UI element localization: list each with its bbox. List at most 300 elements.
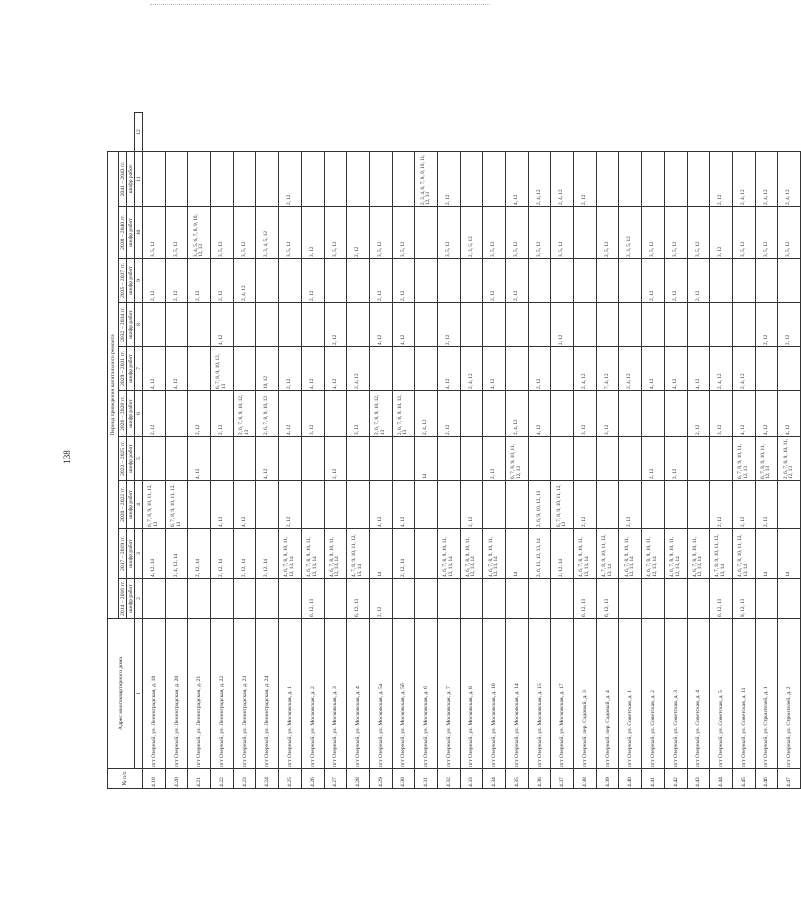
- work-code-cell: 4, 12: [732, 391, 755, 437]
- work-code-cell: 6, 12, 13: [347, 579, 370, 619]
- work-code-cell: 3, 5, 12: [165, 207, 188, 259]
- work-code-cell: [732, 259, 755, 303]
- work-code-cell: 2, 12: [301, 259, 324, 303]
- row-number: 4.25: [279, 769, 302, 789]
- work-code-cell: 14: [415, 437, 438, 481]
- table-row: [506, 113, 529, 789]
- work-code-cell: 2, 12: [392, 259, 415, 303]
- work-code-cell: 2, 12: [324, 303, 347, 347]
- work-code-cell: 3, 5, 12: [233, 207, 256, 259]
- row-number: 4.42: [664, 769, 687, 789]
- header-work-code-2: шифр работ: [127, 481, 135, 529]
- table-row: [528, 113, 551, 789]
- work-code-cell: 3, 5, 12: [369, 207, 392, 259]
- building-address: пгт Озерный, ул. Московская, д. 7: [437, 619, 460, 769]
- work-code-cell: 4, 12: [211, 303, 234, 347]
- work-code-cell: 3, 5, 12: [483, 207, 506, 259]
- work-code-cell: [460, 437, 483, 481]
- work-code-cell: 4, 6, 7, 8, 10, 11, 12, 13, 14: [732, 529, 755, 579]
- work-code-cell: 4, 12: [324, 347, 347, 391]
- work-code-cell: 4, 6, 7, 8, 9, 10, 11, 12, 13, 14: [574, 529, 597, 579]
- work-code-cell: [778, 481, 801, 529]
- work-code-cell: 2, 6, 7, 8, 9, 10, 12, 13: [369, 391, 392, 437]
- work-code-cell: [233, 303, 256, 347]
- work-code-cell: [778, 259, 801, 303]
- work-code-cell: 2, 12: [642, 259, 665, 303]
- work-code-cell: [506, 347, 529, 391]
- row-number: 4.34: [483, 769, 506, 789]
- work-code-cell: [369, 151, 392, 206]
- work-code-cell: 4, 12: [483, 347, 506, 391]
- work-code-cell: [415, 347, 438, 391]
- table-row: [301, 113, 324, 789]
- row-number: 4.35: [506, 769, 529, 789]
- row-number: 4.45: [732, 769, 755, 789]
- work-code-cell: [687, 481, 710, 529]
- work-code-cell: 2, 12: [710, 481, 733, 529]
- building-address: пгт Озерный, ул. Советская, д. 1: [619, 619, 642, 769]
- row-number: 4.47: [778, 769, 801, 789]
- work-code-cell: [301, 481, 324, 529]
- table-row: [710, 113, 733, 789]
- header-year-5: 2029 – 2031 гг.: [119, 347, 127, 391]
- header-work-code-5: шифр работ: [127, 347, 135, 391]
- work-code-cell: [369, 347, 392, 391]
- table-row: [188, 113, 211, 789]
- work-code-cell: [233, 151, 256, 206]
- work-code-cell: 2, 4, 12: [460, 347, 483, 391]
- header-work-code-0: шифр работ: [127, 579, 135, 619]
- building-address: пгт Озерный, ул. Московская, д. 17: [551, 619, 574, 769]
- table-row: [324, 113, 347, 789]
- work-code-cell: 3, 12: [301, 391, 324, 437]
- work-code-cell: [483, 303, 506, 347]
- work-code-cell: 6, 7, 8, 9, 10, 11, 12, 13: [732, 437, 755, 481]
- work-code-cell: [256, 259, 279, 303]
- work-code-cell: [415, 259, 438, 303]
- table-row: [369, 113, 392, 789]
- work-code-cell: 2, 12: [369, 579, 392, 619]
- work-code-cell: 2, 12: [574, 151, 597, 206]
- building-address: пгт Озерный, пер. Садовый, д. 4: [596, 619, 619, 769]
- work-code-cell: 4, 12, 14: [143, 529, 166, 579]
- work-code-cell: 2, 12: [437, 151, 460, 206]
- work-code-cell: 3, 5, 12: [392, 207, 415, 259]
- work-code-cell: 2, 4, 12: [574, 347, 597, 391]
- work-code-cell: 4, 12: [687, 347, 710, 391]
- work-code-cell: [256, 579, 279, 619]
- table-row: [143, 113, 166, 789]
- header-year-6: 2032 – 2034 гг.: [119, 303, 127, 347]
- work-code-cell: 3, 5, 12: [143, 207, 166, 259]
- work-code-cell: 4, 12: [664, 347, 687, 391]
- table-row: [642, 113, 665, 789]
- work-code-cell: 2, 6, 7, 8, 9, 10, 12, 13: [233, 391, 256, 437]
- header-work-code-6: шифр работ: [127, 303, 135, 347]
- work-code-cell: 2, 4, 12: [551, 151, 574, 206]
- work-code-cell: [279, 303, 302, 347]
- work-code-cell: [415, 303, 438, 347]
- table-row: [437, 113, 460, 789]
- header-column-number: 5: [135, 437, 143, 481]
- work-code-cell: [732, 303, 755, 347]
- work-code-cell: 3, 5, 12: [506, 207, 529, 259]
- building-address: пгт Озерный, ул. Советская, д. 11: [732, 619, 755, 769]
- work-code-cell: 4, 12: [437, 347, 460, 391]
- work-code-cell: 2, 6, 7, 8, 9, 10, 11, 12, 13: [778, 437, 801, 481]
- table-row: [664, 113, 687, 789]
- work-code-cell: 3, 5, 12: [279, 207, 302, 259]
- work-code-cell: [347, 481, 370, 529]
- work-code-cell: 2, 12: [369, 259, 392, 303]
- work-code-cell: 3, 12: [710, 207, 733, 259]
- work-code-cell: 3, 5, 12: [755, 207, 778, 259]
- work-code-cell: 2, 6, 9, 10, 12, 13: [528, 481, 551, 529]
- work-code-cell: 2, 12, 14: [551, 529, 574, 579]
- work-code-cell: 4, 6, 7, 8, 9, 10, 11, 12, 13, 14: [301, 529, 324, 579]
- work-code-cell: 3, 12: [710, 391, 733, 437]
- work-code-cell: 6, 7, 8, 9, 10, 11, 12, 13: [755, 437, 778, 481]
- table-row: [483, 113, 506, 789]
- work-code-cell: [664, 391, 687, 437]
- building-address: пгт Озерный, ул. Строителей, д. 1: [755, 619, 778, 769]
- work-code-cell: [301, 303, 324, 347]
- row-number: 4.43: [687, 769, 710, 789]
- row-number: 4.20: [165, 769, 188, 789]
- row-number: 4.41: [642, 769, 665, 789]
- work-code-cell: 2, 12: [211, 259, 234, 303]
- header-column-number: 3: [135, 529, 143, 579]
- capital-repair-table: [107, 112, 801, 789]
- building-address: пгт Озерный, ул. Московская, д. 5б: [392, 619, 415, 769]
- work-code-cell: 4, 12: [392, 303, 415, 347]
- work-code-cell: 7, 4, 12: [596, 347, 619, 391]
- header-period: Период проведения капитального ремонта: [108, 151, 119, 618]
- work-code-cell: 4, 12: [301, 347, 324, 391]
- table-row: [211, 113, 234, 789]
- work-code-cell: [642, 391, 665, 437]
- work-code-cell: 2, 12: [483, 437, 506, 481]
- work-code-cell: 3, 5, 12: [324, 207, 347, 259]
- row-number: 4.37: [551, 769, 574, 789]
- work-code-cell: [324, 151, 347, 206]
- work-code-cell: [256, 151, 279, 206]
- work-code-cell: [596, 481, 619, 529]
- row-number: 4.18: [143, 769, 166, 789]
- work-code-cell: [301, 437, 324, 481]
- row-number: 4.38: [574, 769, 597, 789]
- work-code-cell: [279, 437, 302, 481]
- work-code-cell: [324, 579, 347, 619]
- building-address: пгт Озерный, ул. Московская, д. 1: [279, 619, 302, 769]
- work-code-cell: [301, 151, 324, 206]
- work-code-cell: 2, 12: [732, 481, 755, 529]
- work-code-cell: [528, 437, 551, 481]
- work-code-cell: 2, 12: [165, 259, 188, 303]
- work-code-cell: [687, 303, 710, 347]
- header-column-number: 12: [135, 113, 143, 152]
- table-row: [392, 113, 415, 789]
- work-code-cell: [188, 579, 211, 619]
- work-code-cell: 2, 12: [460, 481, 483, 529]
- work-code-cell: 3, 12: [596, 391, 619, 437]
- work-code-cell: 4, 6, 7, 8, 9, 10, 11, 12, 13, 14: [642, 529, 665, 579]
- work-code-cell: [664, 481, 687, 529]
- work-code-cell: [528, 579, 551, 619]
- work-code-cell: 3, 5, 12: [687, 207, 710, 259]
- work-code-cell: 2, 4, 12: [755, 151, 778, 206]
- work-code-cell: 2, 12: [324, 437, 347, 481]
- table-row: [279, 113, 302, 789]
- header-year-9: 2041 – 2043 гг.: [119, 151, 127, 206]
- work-code-cell: [619, 579, 642, 619]
- table-body: [143, 113, 801, 789]
- work-code-cell: [188, 347, 211, 391]
- row-number: 4.40: [619, 769, 642, 789]
- work-code-cell: [347, 259, 370, 303]
- work-code-cell: 2, 3, 4, 6, 7, 8, 9, 10, 11, 12, 13: [415, 151, 438, 206]
- work-code-cell: 4, 7, 8, 9, 10, 11, 12, 13, 14: [710, 529, 733, 579]
- work-code-cell: [211, 579, 234, 619]
- work-code-cell: 2, 4, 12: [347, 347, 370, 391]
- work-code-cell: 2, 4, 12: [732, 151, 755, 206]
- work-code-cell: [415, 529, 438, 579]
- header-column-number: 9: [135, 259, 143, 303]
- work-code-cell: [596, 303, 619, 347]
- work-code-cell: 3, 5, 12: [437, 207, 460, 259]
- header-year-3: 2023 – 2025 гг.: [119, 437, 127, 481]
- work-code-cell: [392, 347, 415, 391]
- work-code-cell: 2, 4, 12: [619, 347, 642, 391]
- work-code-cell: [642, 303, 665, 347]
- work-code-cell: 2, 12: [574, 481, 597, 529]
- work-code-cell: [710, 259, 733, 303]
- work-code-cell: 2, 12: [483, 259, 506, 303]
- work-code-cell: 2, 12: [279, 481, 302, 529]
- work-code-cell: 4, 6, 7, 8, 9, 10, 11, 12, 13, 14: [619, 529, 642, 579]
- work-code-cell: 4, 12: [188, 437, 211, 481]
- work-code-cell: 3, 5, 12: [778, 207, 801, 259]
- work-code-cell: 3, 5, 12: [664, 207, 687, 259]
- header-work-code-9: шифр работ: [127, 151, 135, 206]
- work-code-cell: 2, 12: [437, 391, 460, 437]
- work-code-cell: 3, 5, 12: [551, 207, 574, 259]
- row-number: 4.21: [188, 769, 211, 789]
- building-address: пгт Озерный, ул. Московская, д. 8: [460, 619, 483, 769]
- work-code-cell: [642, 481, 665, 529]
- work-code-cell: 9, 12, 13: [732, 579, 755, 619]
- work-code-cell: 2, 12: [664, 259, 687, 303]
- work-code-cell: [233, 579, 256, 619]
- header-work-code-3: шифр работ: [127, 437, 135, 481]
- row-number: 4.46: [755, 769, 778, 789]
- building-address: пгт Озерный, ул. Московская, д. 5а: [369, 619, 392, 769]
- work-code-cell: [551, 391, 574, 437]
- work-code-cell: 2, 12: [687, 259, 710, 303]
- work-code-cell: [528, 303, 551, 347]
- work-code-cell: 2, 12: [279, 347, 302, 391]
- header-column-number: 2: [135, 579, 143, 619]
- work-code-cell: 6, 12, 13: [710, 579, 733, 619]
- work-code-cell: [710, 303, 733, 347]
- work-code-cell: [710, 437, 733, 481]
- work-code-cell: 4, 12: [369, 303, 392, 347]
- work-code-cell: 4, 12: [528, 391, 551, 437]
- building-address: пгт Озерный, ул. Московская, д. 4: [347, 619, 370, 769]
- work-code-cell: [233, 437, 256, 481]
- table-row: [596, 113, 619, 789]
- work-code-cell: 4, 6, 7, 8, 9, 10, 11, 12, 13, 14: [460, 529, 483, 579]
- row-number: 4.27: [324, 769, 347, 789]
- work-code-cell: 4, 12: [778, 391, 801, 437]
- work-code-cell: 2, 4, 12: [778, 151, 801, 206]
- work-code-cell: [642, 579, 665, 619]
- header-column-number: 1: [135, 619, 143, 769]
- header-column-numbers-row: [135, 113, 143, 789]
- work-code-cell: [279, 579, 302, 619]
- work-code-cell: [143, 151, 166, 206]
- work-code-cell: 3, 12: [574, 391, 597, 437]
- row-number: 4.44: [710, 769, 733, 789]
- work-code-cell: [188, 481, 211, 529]
- work-code-cell: [528, 259, 551, 303]
- header-no: № п/п: [108, 769, 143, 789]
- work-code-cell: 2, 12: [642, 437, 665, 481]
- work-code-cell: [506, 579, 529, 619]
- building-address: пгт Озерный, пер. Садовый, д. 3: [574, 619, 597, 769]
- work-code-cell: [324, 391, 347, 437]
- table-row: [732, 113, 755, 789]
- row-number: 4.33: [460, 769, 483, 789]
- work-code-cell: 4, 12: [279, 391, 302, 437]
- work-code-cell: [369, 437, 392, 481]
- work-code-cell: [415, 481, 438, 529]
- table-row: [687, 113, 710, 789]
- work-code-cell: 2, 5, 12: [596, 207, 619, 259]
- work-code-cell: 4, 6, 7, 8, 9, 10, 11, 12, 13, 14: [324, 529, 347, 579]
- work-code-cell: 6, 12, 13: [301, 579, 324, 619]
- work-code-cell: [574, 259, 597, 303]
- work-code-cell: [211, 151, 234, 206]
- work-code-cell: [347, 303, 370, 347]
- row-number: 4.26: [301, 769, 324, 789]
- header-year-4: 2026 – 2028 гг.: [119, 391, 127, 437]
- header-work-code-1: шифр работ: [127, 529, 135, 579]
- work-code-cell: [574, 303, 597, 347]
- work-code-cell: 14: [369, 529, 392, 579]
- work-code-cell: 4, 12: [642, 347, 665, 391]
- work-code-cell: 6, 7, 8, 9, 10, 11, 12, 13: [165, 481, 188, 529]
- table-row: [415, 113, 438, 789]
- work-code-cell: [256, 481, 279, 529]
- work-code-cell: [437, 259, 460, 303]
- work-code-cell: [755, 259, 778, 303]
- work-code-cell: [347, 151, 370, 206]
- work-code-cell: [279, 259, 302, 303]
- work-code-cell: [664, 579, 687, 619]
- work-code-cell: 14: [506, 529, 529, 579]
- work-code-cell: 2, 4, 12: [528, 151, 551, 206]
- header-column-number: 6: [135, 391, 143, 437]
- header-year-8: 2038 – 2040 гг.: [119, 207, 127, 259]
- building-address: пгт Озерный, ул. Советская, д. 2: [642, 619, 665, 769]
- table-row: [778, 113, 801, 789]
- table-row: [256, 113, 279, 789]
- work-code-cell: 2, 6, 11, 12, 13, 14: [528, 529, 551, 579]
- building-address: пгт Озерный, ул. Строителей, д. 2: [778, 619, 801, 769]
- work-code-cell: [460, 151, 483, 206]
- work-code-cell: 2, 12: [778, 303, 801, 347]
- work-code-cell: [211, 437, 234, 481]
- work-code-cell: [483, 579, 506, 619]
- work-code-cell: [460, 579, 483, 619]
- work-code-cell: 3, 5, 12: [642, 207, 665, 259]
- work-code-cell: 4, 12: [143, 347, 166, 391]
- row-number: 4.32: [437, 769, 460, 789]
- work-code-cell: [188, 151, 211, 206]
- work-code-cell: 10, 12: [256, 347, 279, 391]
- work-code-cell: [143, 437, 166, 481]
- work-code-cell: 2, 12: [347, 207, 370, 259]
- work-code-cell: [551, 347, 574, 391]
- work-code-cell: 6, 7, 8, 9, 10, 12, 13: [211, 347, 234, 391]
- work-code-cell: 2, 12: [710, 151, 733, 206]
- row-number: 4.30: [392, 769, 415, 789]
- work-code-cell: [551, 259, 574, 303]
- table-row: [460, 113, 483, 789]
- work-code-cell: [619, 391, 642, 437]
- work-code-cell: [437, 437, 460, 481]
- work-code-cell: [687, 579, 710, 619]
- work-code-cell: [619, 437, 642, 481]
- work-code-cell: [324, 481, 347, 529]
- work-code-cell: 3, 5, 12: [211, 207, 234, 259]
- work-code-cell: [483, 151, 506, 206]
- work-code-cell: 2, 12: [279, 151, 302, 206]
- work-code-cell: [574, 207, 597, 259]
- work-code-cell: [437, 579, 460, 619]
- work-code-cell: 4, 6, 7, 8, 9, 10, 11, 12, 13, 14: [279, 529, 302, 579]
- work-code-cell: 4, 12: [256, 437, 279, 481]
- work-code-cell: 2, 12, 14: [211, 529, 234, 579]
- work-code-cell: 2, 12: [143, 259, 166, 303]
- work-code-cell: [165, 151, 188, 206]
- work-code-cell: [437, 481, 460, 529]
- building-address: пгт Озерный, ул. Московская, д. 2: [301, 619, 324, 769]
- row-number: 4.36: [528, 769, 551, 789]
- work-code-cell: [392, 151, 415, 206]
- work-code-cell: [506, 481, 529, 529]
- row-number: 4.39: [596, 769, 619, 789]
- work-code-cell: [460, 303, 483, 347]
- building-address: пгт Озерный, ул. Ленинградская, д. 21: [188, 619, 211, 769]
- row-number: 4.22: [211, 769, 234, 789]
- page-number: 138: [62, 450, 72, 464]
- work-code-cell: 4, 12: [369, 481, 392, 529]
- work-code-cell: 2, 3, 4, 5, 12: [256, 207, 279, 259]
- header-address: Адрес многоквартирного дома: [108, 619, 135, 769]
- work-code-cell: 2, 6, 7, 8, 9, 10, 12, 13: [392, 391, 415, 437]
- work-code-cell: 2, 12, 14: [233, 529, 256, 579]
- building-address: пгт Озерный, ул. Ленинградская, д. 20: [165, 619, 188, 769]
- work-code-cell: 6, 7, 8, 9, 10, 11, 12, 13: [506, 437, 529, 481]
- work-code-cell: 14: [778, 529, 801, 579]
- row-number: 4.29: [369, 769, 392, 789]
- work-code-cell: [619, 259, 642, 303]
- header-column-number: 4: [135, 481, 143, 529]
- capital-repair-schedule-sheet: [107, 112, 795, 789]
- header-work-code-7: шифр работ: [127, 259, 135, 303]
